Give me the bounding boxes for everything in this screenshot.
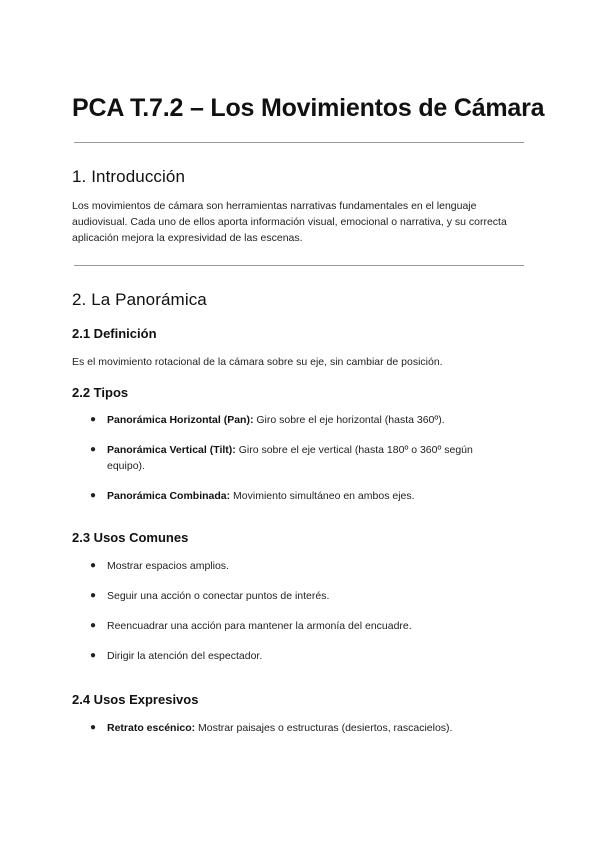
section-heading-panoramica: 2. La Panorámica <box>72 290 207 309</box>
list-item-term: Panorámica Horizontal (Pan): <box>107 414 254 426</box>
bullet-icon: ● <box>90 722 97 733</box>
list-item <box>72 648 512 664</box>
bullet-icon: ● <box>90 414 97 425</box>
usos-expresivos-list <box>72 720 512 736</box>
list-item-text: Seguir una acción o conectar puntos de interés. <box>107 590 330 602</box>
bullet-icon: ● <box>90 490 97 501</box>
list-item-text: Mostrar espacios amplios. <box>107 560 229 572</box>
list-item-text: Movimiento simultáneo en ambos ejes. <box>230 490 415 502</box>
list-item <box>72 412 512 428</box>
bullet-icon: ● <box>90 620 97 631</box>
list-item <box>72 488 512 504</box>
subsection-heading-definicion: 2.1 Definición <box>72 326 157 341</box>
list-item-term: Panorámica Combinada: <box>107 490 231 502</box>
list-item-text: Reencuadrar una acción para mantener la armonía del encuadre. <box>107 620 412 632</box>
divider <box>74 142 524 143</box>
bullet-icon: ● <box>90 444 97 455</box>
list-item <box>72 442 477 474</box>
list-item-text: Mostrar paisajes o estructuras (desiertos, rascacielos). <box>195 722 453 734</box>
list-item-text: Giro sobre el eje horizontal (hasta 360º). <box>253 414 445 426</box>
tipos-list <box>72 412 512 504</box>
definicion-text: Es el movimiento rotacional de la cámara sobre su eje, sin cambiar de posición. <box>72 356 443 368</box>
list-item <box>72 618 512 634</box>
list-item-term: Panorámica Vertical (Tilt): <box>107 444 236 456</box>
intro-paragraph: Los movimientos de cámara son herramientas narrativas fundamentales en el lenguaje audiovisual. Cada uno de ellos aporta información visual, emocional o narrativa, y su correcta aplicación mejora la expresividad de las escenas. <box>72 200 507 244</box>
subsection-heading-usos-expresivos: 2.4 Usos Expresivos <box>72 692 199 707</box>
list-item-text: Dirigir la atención del espectador. <box>107 650 263 662</box>
list-item-text: Giro sobre el eje vertical (hasta 180º o 360º según equipo). <box>107 444 473 472</box>
bullet-icon: ● <box>90 560 97 571</box>
subsection-heading-tipos: 2.2 Tipos <box>72 385 129 400</box>
usos-comunes-list <box>72 558 512 664</box>
divider <box>74 265 524 266</box>
list-item <box>72 588 512 604</box>
list-item-term: Retrato escénico: <box>107 722 196 734</box>
section-heading-intro: 1. Introducción <box>72 167 186 186</box>
bullet-icon: ● <box>90 590 97 601</box>
document-title: PCA T.7.2 – Los Movimientos de Cámara <box>72 94 545 122</box>
list-item <box>72 720 512 736</box>
subsection-heading-usos-comunes: 2.3 Usos Comunes <box>72 530 189 545</box>
bullet-icon: ● <box>90 650 97 661</box>
list-item <box>72 558 512 574</box>
